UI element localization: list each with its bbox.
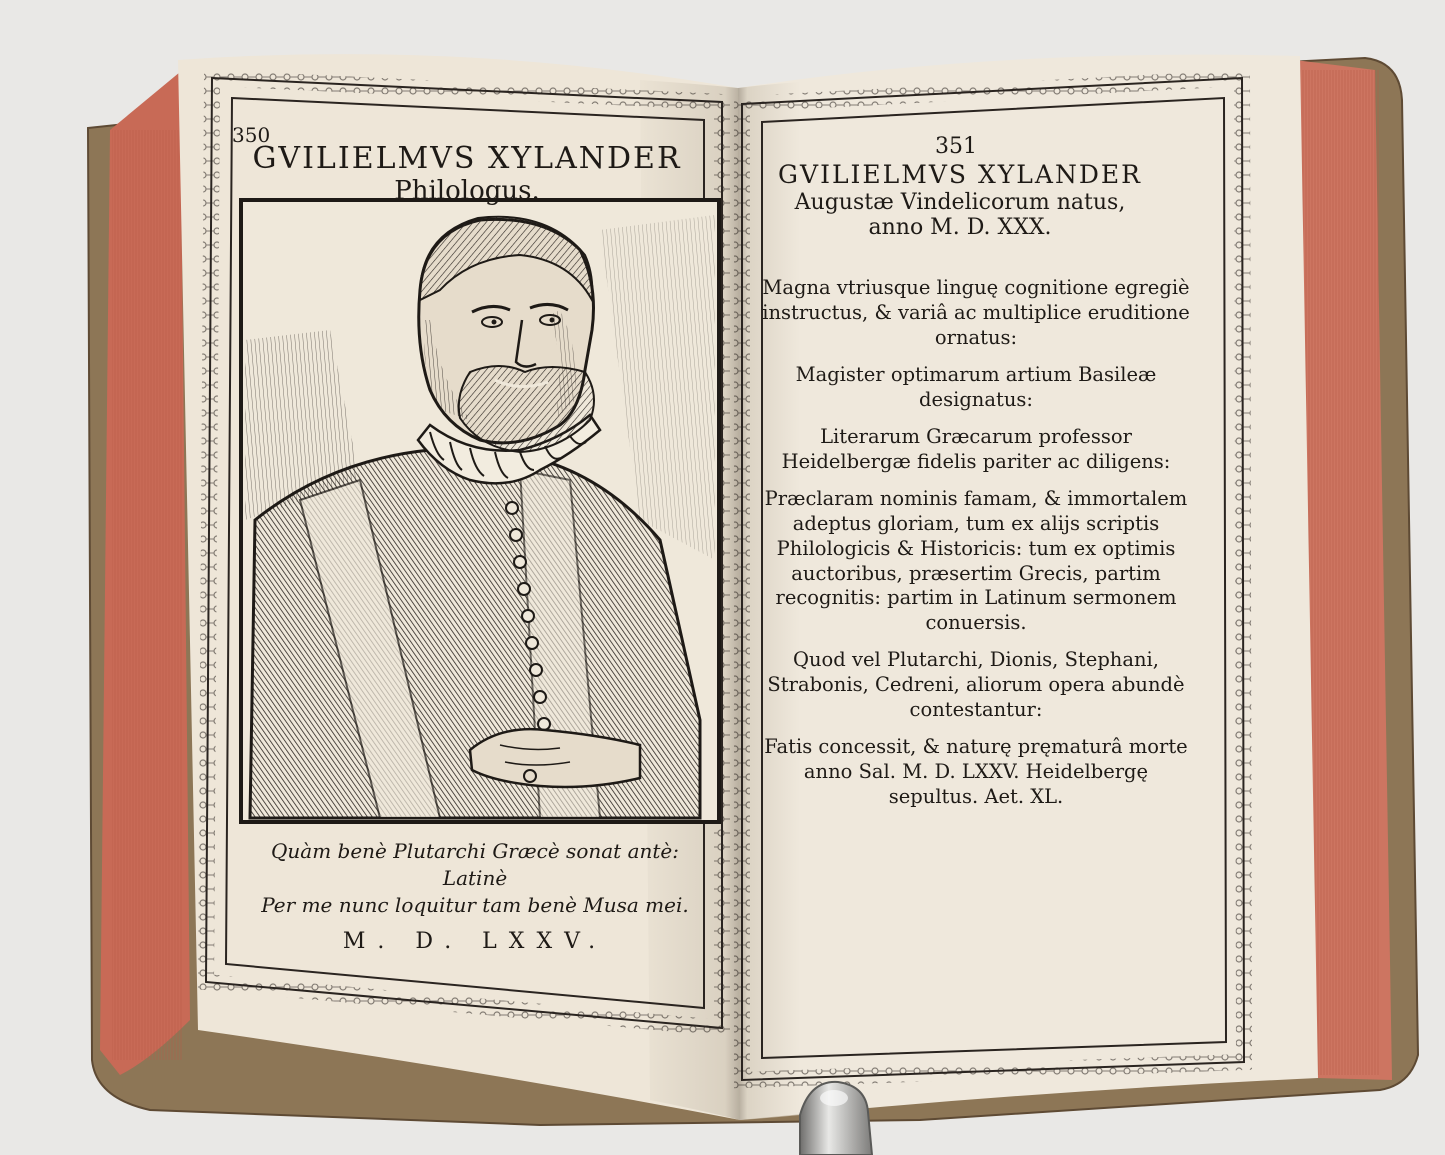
right-subtitle-line-1: Augustæ Vindelicorum natus,: [794, 190, 1126, 216]
silver-bookmark-clip: [800, 1082, 872, 1155]
caption-line-1: Quàm benè Plutarchi Græcè sonat antè: Latinè: [271, 839, 679, 890]
paragraph: Fatis concessit, & naturę pręmaturâ morte anno Sal. M. D. LXXV. Heidelbergę sepultus. Aet. XL.: [764, 735, 1188, 809]
left-page-header: [232, 124, 702, 206]
left-page-role: Philologus.: [394, 176, 540, 206]
right-page-number: 351: [935, 134, 977, 159]
right-subtitle-line-2: anno M. D. XXX.: [868, 215, 1052, 241]
right-page-name: GVILIELMVS XYLANDER: [778, 160, 1142, 190]
caption-date: M. D. LXXV.: [342, 929, 608, 954]
paragraph: Quod vel Plutarchi, Dionis, Stephani, Strabonis, Cedreni, aliorum opera abundè contestantur:: [767, 648, 1185, 722]
paragraph: Literarum Græcarum professor Heidelbergæ fidelis pariter ac diligens:: [781, 424, 1171, 473]
right-page-body: [760, 276, 1192, 822]
portrait-caption: [250, 838, 700, 957]
left-page-number: 350: [232, 123, 271, 147]
left-page-name: GVILIELMVS XYLANDER: [252, 141, 682, 176]
paragraph: Magister optimarum artium Basileæ designatus:: [795, 362, 1157, 411]
right-page-header: [760, 134, 1160, 241]
caption-line-2: Per me nunc loquitur tam benè Musa mei.: [261, 893, 689, 917]
paragraph: Magna vtriusque linguę cognitione egregiè instructus, & variâ ac multiplice eruditione ornatus:: [762, 276, 1190, 349]
woodcut-portrait: [241, 200, 719, 822]
paragraph: Præclaram nominis famam, & immortalem adeptus gloriam, tum ex alijs scriptis Philologicis & Historicis: tum ex optimis auctoribus, præsertim Grecis, partim recognitis: partim in Latinum sermonem conuersis.: [764, 486, 1188, 635]
